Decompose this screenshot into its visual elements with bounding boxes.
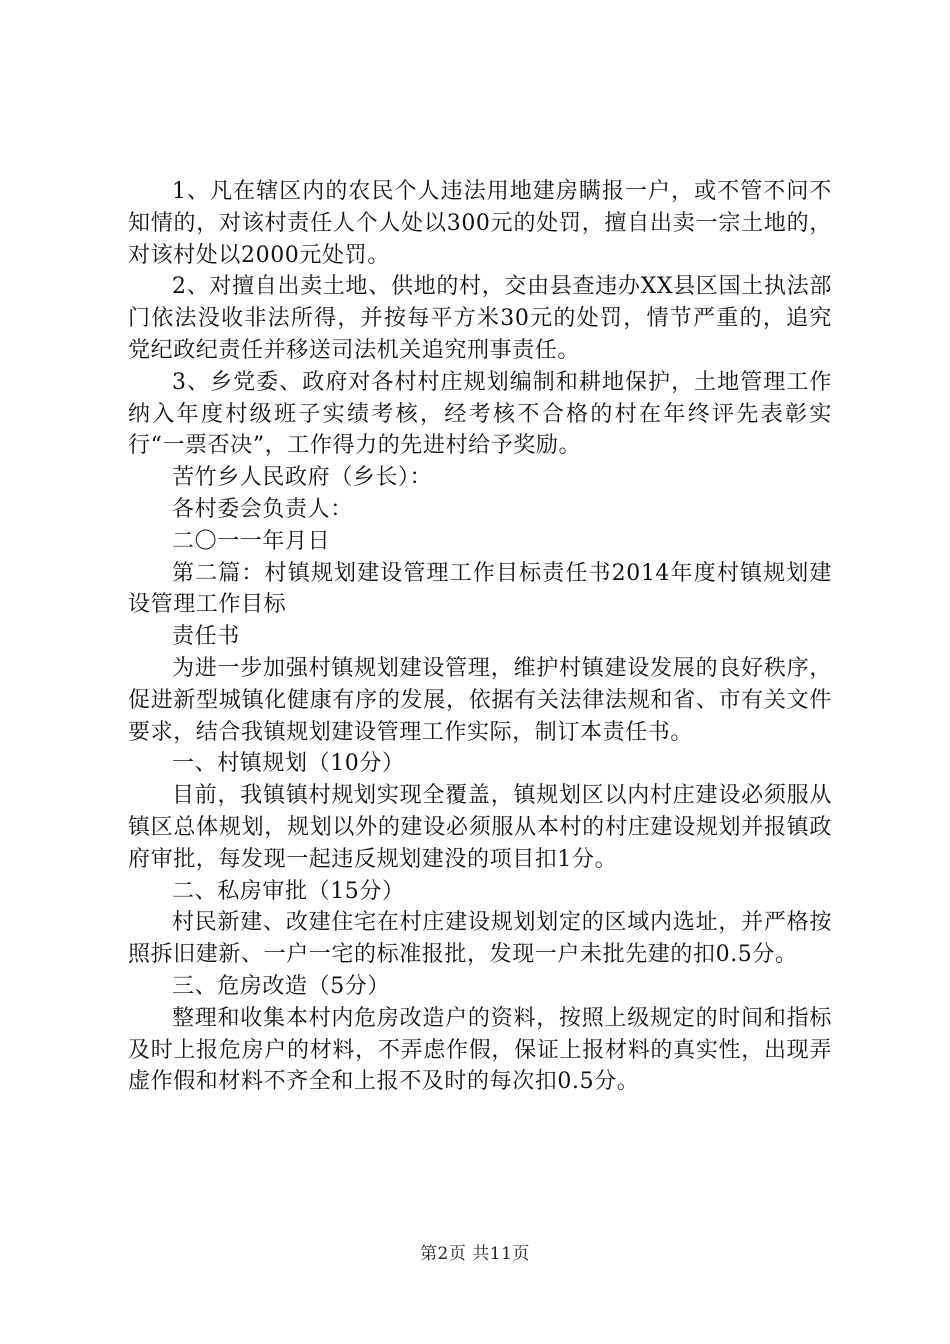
section-title-part-two: 第二篇：村镇规划建设管理工作目标责任书2014年度村镇规划建设管理工作目标 (128, 560, 832, 618)
heading-village-planning: 一、村镇规划（10分） (172, 751, 405, 777)
heading-dilapidated-housing: 三、危房改造（5分） (172, 973, 390, 999)
signature-government: 苦竹乡人民政府（乡长）： (172, 465, 433, 491)
paragraph-dilapidated-housing: 整理和收集本村内危房改造户的资料，按照上级规定的时间和指标及时上报危房户的材料，不弄虑作假，保证上报材料的真实性，出现弄虚作假和材料不齐全和上报不及时的每次扣0.5分。 (128, 1005, 832, 1095)
paragraph-private-housing: 村民新建、改建住宅在村庄建设规划划定的区域内选址，并严格按照拆旧建新、一户一宅的标准报批，发现一户未批先建的扣0.5分。 (128, 910, 832, 968)
paragraph-penalty-2: 2、对擅自出卖土地、供地的村，交由县查违办XX县区国土执法部门依法没收非法所得，并按每平方米30元的处罚，情节严重的，追究党纪政纪责任并移送司法机关追究刑事责任。 (128, 274, 832, 363)
signature-date: 二〇一一年月日 (172, 528, 331, 554)
paragraph-village-planning: 目前，我镇镇村规划实现全覆盖，镇规划区以内村庄建设必须服从镇区总体规划，规划以外的建设必须服从本村的村庄建设规划并报镇政府审批，每发现一起违反规划建没的项目扣1分。 (128, 783, 832, 872)
page-number-footer: 第2页 共11页 (420, 1244, 530, 1264)
section-title-continuation: 责任书 (172, 624, 240, 650)
paragraph-penalty-1: 1、凡在辖区内的农民个人违法用地建房瞒报一户，或不管不问不知情的，对该村责任人个人处以300元的处罚，擅自出卖一宗土地的，对该村处以2000元处罚。 (128, 179, 832, 268)
heading-private-housing: 二、私房审批（15分） (172, 878, 405, 904)
paragraph-intro: 为进一步加强村镇规划建设管理，维护村镇建设发展的良好秩序，促进新型城镇化健康有序的发展，依据有关法律法规和省、市有关文件要求，结合我镇规划建设管理工作实际，制订本责任书。 (128, 655, 832, 745)
paragraph-penalty-3: 3、乡党委、政府对各村村庄规划编制和耕地保护，土地管理工作纳入年度村级班子实绩考核，经考核不合格的村在年终评先表彰实行“一票否决”，工作得力的先进村给予奖励。 (128, 369, 832, 459)
signature-village-committee: 各村委会负责人： (172, 496, 353, 522)
document-body (128, 176, 832, 1098)
